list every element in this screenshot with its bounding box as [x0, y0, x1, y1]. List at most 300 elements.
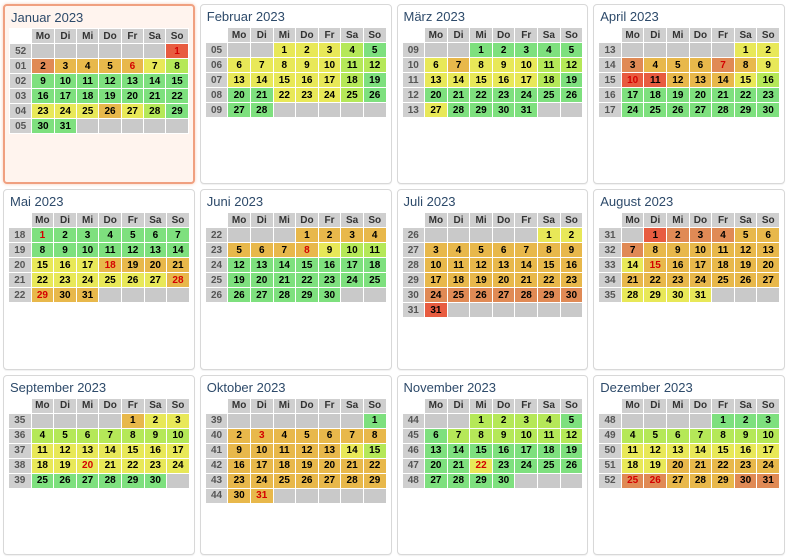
day-cell[interactable]: 26: [228, 288, 251, 303]
day-cell[interactable]: 5: [560, 413, 583, 428]
day-cell[interactable]: 8: [734, 58, 757, 73]
day-cell[interactable]: 28: [447, 473, 470, 488]
day-cell[interactable]: 3: [54, 59, 76, 74]
day-cell[interactable]: 10: [515, 58, 538, 73]
day-cell[interactable]: 18: [538, 73, 561, 88]
day-cell[interactable]: 10: [341, 243, 364, 258]
day-cell[interactable]: 15: [470, 73, 493, 88]
day-cell[interactable]: 16: [144, 443, 167, 458]
day-cell[interactable]: 12: [121, 243, 144, 258]
day-cell[interactable]: 12: [99, 74, 121, 89]
day-cell[interactable]: 24: [54, 104, 76, 119]
day-cell[interactable]: 28: [689, 473, 712, 488]
day-cell[interactable]: 8: [121, 428, 144, 443]
day-cell[interactable]: 21: [341, 458, 364, 473]
day-cell[interactable]: 15: [734, 73, 757, 88]
day-cell[interactable]: 20: [250, 273, 273, 288]
day-cell[interactable]: 26: [560, 88, 583, 103]
day-cell[interactable]: 19: [54, 458, 77, 473]
day-cell[interactable]: 25: [77, 104, 99, 119]
day-cell[interactable]: 18: [341, 73, 364, 88]
day-cell[interactable]: 29: [363, 473, 386, 488]
day-cell[interactable]: 26: [99, 104, 121, 119]
day-cell[interactable]: 23: [757, 88, 780, 103]
day-cell[interactable]: 17: [250, 458, 273, 473]
day-cell[interactable]: 25: [341, 88, 364, 103]
day-cell[interactable]: 6: [76, 428, 99, 443]
day-cell[interactable]: 6: [425, 428, 448, 443]
day-cell[interactable]: 27: [121, 104, 143, 119]
day-cell[interactable]: 30: [32, 119, 54, 134]
day-cell[interactable]: 3: [425, 243, 448, 258]
day-cell[interactable]: 13: [144, 243, 167, 258]
day-cell[interactable]: 17: [757, 443, 780, 458]
day-cell[interactable]: 25: [31, 473, 54, 488]
day-cell[interactable]: 25: [621, 473, 644, 488]
day-cell[interactable]: 5: [99, 59, 121, 74]
day-cell[interactable]: 4: [273, 428, 296, 443]
day-cell[interactable]: 20: [425, 458, 448, 473]
day-cell[interactable]: 12: [560, 58, 583, 73]
day-cell[interactable]: 9: [734, 428, 757, 443]
day-cell[interactable]: 31: [54, 119, 76, 134]
day-cell[interactable]: 10: [515, 428, 538, 443]
day-cell[interactable]: 20: [757, 258, 780, 273]
day-cell[interactable]: 21: [447, 458, 470, 473]
day-cell[interactable]: 1: [644, 228, 667, 243]
day-cell[interactable]: 23: [228, 473, 251, 488]
day-cell[interactable]: 18: [712, 258, 735, 273]
day-cell[interactable]: 21: [447, 88, 470, 103]
day-cell[interactable]: 4: [341, 43, 364, 58]
day-cell[interactable]: 4: [363, 228, 386, 243]
day-cell[interactable]: 23: [318, 273, 341, 288]
day-cell[interactable]: 24: [76, 273, 99, 288]
day-cell[interactable]: 11: [538, 58, 561, 73]
day-cell[interactable]: 16: [757, 73, 780, 88]
day-cell[interactable]: 14: [144, 74, 166, 89]
day-cell[interactable]: 19: [734, 258, 757, 273]
day-cell[interactable]: 4: [538, 43, 561, 58]
day-cell[interactable]: 26: [121, 273, 144, 288]
day-cell[interactable]: 14: [167, 243, 190, 258]
day-cell[interactable]: 7: [167, 228, 190, 243]
day-cell[interactable]: 30: [560, 288, 583, 303]
month-card[interactable]: [593, 4, 785, 184]
day-cell[interactable]: 18: [77, 89, 99, 104]
day-cell[interactable]: 12: [734, 243, 757, 258]
day-cell[interactable]: 1: [712, 413, 735, 428]
day-cell[interactable]: 20: [228, 88, 251, 103]
day-cell[interactable]: 16: [296, 73, 319, 88]
day-cell[interactable]: 26: [560, 458, 583, 473]
day-cell[interactable]: 20: [425, 88, 448, 103]
day-cell[interactable]: 16: [560, 258, 583, 273]
day-cell[interactable]: 26: [644, 473, 667, 488]
day-cell[interactable]: 21: [515, 273, 538, 288]
day-cell[interactable]: 13: [689, 73, 712, 88]
day-cell[interactable]: 10: [167, 428, 190, 443]
day-cell[interactable]: 8: [470, 428, 493, 443]
day-cell[interactable]: 11: [273, 443, 296, 458]
day-cell[interactable]: 18: [31, 458, 54, 473]
day-cell[interactable]: 6: [425, 58, 448, 73]
day-cell[interactable]: 27: [425, 473, 448, 488]
day-cell[interactable]: 11: [341, 58, 364, 73]
day-cell[interactable]: 10: [621, 73, 644, 88]
day-cell[interactable]: 18: [99, 258, 122, 273]
day-cell[interactable]: 16: [667, 258, 690, 273]
day-cell[interactable]: 30: [492, 473, 515, 488]
day-cell[interactable]: 11: [77, 74, 99, 89]
day-cell[interactable]: 6: [689, 58, 712, 73]
day-cell[interactable]: 15: [166, 74, 188, 89]
day-cell[interactable]: 16: [492, 73, 515, 88]
day-cell[interactable]: 9: [757, 58, 780, 73]
day-cell[interactable]: 29: [166, 104, 188, 119]
day-cell[interactable]: 5: [296, 428, 319, 443]
day-cell[interactable]: 17: [341, 258, 364, 273]
day-cell[interactable]: 7: [712, 58, 735, 73]
day-cell[interactable]: 19: [296, 458, 319, 473]
day-cell[interactable]: 20: [667, 458, 690, 473]
day-cell[interactable]: 2: [318, 228, 341, 243]
day-cell[interactable]: 7: [99, 428, 122, 443]
day-cell[interactable]: 15: [363, 443, 386, 458]
day-cell[interactable]: 22: [363, 458, 386, 473]
day-cell[interactable]: 17: [515, 443, 538, 458]
day-cell[interactable]: 6: [228, 58, 251, 73]
month-card[interactable]: [200, 189, 392, 369]
day-cell[interactable]: 6: [144, 228, 167, 243]
day-cell[interactable]: 18: [621, 458, 644, 473]
day-cell[interactable]: 30: [492, 103, 515, 118]
day-cell[interactable]: 13: [492, 258, 515, 273]
day-cell[interactable]: 13: [667, 443, 690, 458]
day-cell[interactable]: 22: [273, 88, 296, 103]
day-cell[interactable]: 9: [492, 428, 515, 443]
day-cell[interactable]: 7: [144, 59, 166, 74]
day-cell[interactable]: 24: [318, 88, 341, 103]
day-cell[interactable]: 8: [470, 58, 493, 73]
day-cell[interactable]: 25: [538, 88, 561, 103]
day-cell[interactable]: 14: [341, 443, 364, 458]
day-cell[interactable]: 27: [689, 103, 712, 118]
day-cell[interactable]: 11: [99, 243, 122, 258]
day-cell[interactable]: 19: [363, 73, 386, 88]
day-cell[interactable]: 13: [228, 73, 251, 88]
day-cell[interactable]: 1: [734, 43, 757, 58]
day-cell[interactable]: 15: [273, 73, 296, 88]
day-cell[interactable]: 11: [447, 258, 470, 273]
day-cell[interactable]: 30: [757, 103, 780, 118]
day-cell[interactable]: 4: [99, 228, 122, 243]
day-cell[interactable]: 2: [734, 413, 757, 428]
day-cell[interactable]: 24: [757, 458, 780, 473]
day-cell[interactable]: 8: [712, 428, 735, 443]
day-cell[interactable]: 6: [492, 243, 515, 258]
day-cell[interactable]: 22: [296, 273, 319, 288]
day-cell[interactable]: 29: [644, 288, 667, 303]
day-cell[interactable]: 17: [621, 88, 644, 103]
day-cell[interactable]: 8: [644, 243, 667, 258]
day-cell[interactable]: 24: [341, 273, 364, 288]
day-cell[interactable]: 10: [689, 243, 712, 258]
day-cell[interactable]: 9: [667, 243, 690, 258]
day-cell[interactable]: 8: [363, 428, 386, 443]
day-cell[interactable]: 22: [166, 89, 188, 104]
day-cell[interactable]: 27: [228, 103, 251, 118]
day-cell[interactable]: 13: [250, 258, 273, 273]
day-cell[interactable]: 4: [447, 243, 470, 258]
day-cell[interactable]: 24: [621, 103, 644, 118]
day-cell[interactable]: 21: [273, 273, 296, 288]
day-cell[interactable]: 9: [560, 243, 583, 258]
month-card[interactable]: [200, 4, 392, 184]
day-cell[interactable]: 28: [99, 473, 122, 488]
day-cell[interactable]: 5: [734, 228, 757, 243]
day-cell[interactable]: 21: [250, 88, 273, 103]
day-cell[interactable]: 9: [492, 58, 515, 73]
day-cell[interactable]: 24: [425, 288, 448, 303]
day-cell[interactable]: 8: [166, 59, 188, 74]
day-cell[interactable]: 28: [712, 103, 735, 118]
day-cell[interactable]: 21: [167, 258, 190, 273]
day-cell[interactable]: 29: [121, 473, 144, 488]
day-cell[interactable]: 1: [296, 228, 319, 243]
day-cell[interactable]: 30: [734, 473, 757, 488]
day-cell[interactable]: 13: [76, 443, 99, 458]
day-cell[interactable]: 19: [560, 443, 583, 458]
day-cell[interactable]: 9: [228, 443, 251, 458]
day-cell[interactable]: 5: [228, 243, 251, 258]
day-cell[interactable]: 27: [492, 288, 515, 303]
day-cell[interactable]: 28: [515, 288, 538, 303]
day-cell[interactable]: 27: [250, 288, 273, 303]
day-cell[interactable]: 25: [273, 473, 296, 488]
day-cell[interactable]: 8: [273, 58, 296, 73]
day-cell[interactable]: 6: [667, 428, 690, 443]
day-cell[interactable]: 2: [492, 413, 515, 428]
day-cell[interactable]: 19: [560, 73, 583, 88]
day-cell[interactable]: 22: [470, 458, 493, 473]
day-cell[interactable]: 2: [757, 43, 780, 58]
day-cell[interactable]: 16: [492, 443, 515, 458]
day-cell[interactable]: 19: [121, 258, 144, 273]
day-cell[interactable]: 19: [99, 89, 121, 104]
day-cell[interactable]: 28: [341, 473, 364, 488]
day-cell[interactable]: 26: [54, 473, 77, 488]
day-cell[interactable]: 18: [538, 443, 561, 458]
day-cell[interactable]: 13: [318, 443, 341, 458]
day-cell[interactable]: 19: [667, 88, 690, 103]
day-cell[interactable]: 7: [515, 243, 538, 258]
day-cell[interactable]: 1: [470, 43, 493, 58]
day-cell[interactable]: 19: [470, 273, 493, 288]
day-cell[interactable]: 27: [757, 273, 780, 288]
day-cell[interactable]: 14: [447, 443, 470, 458]
day-cell[interactable]: 22: [470, 88, 493, 103]
day-cell[interactable]: 1: [363, 413, 386, 428]
day-cell[interactable]: 13: [121, 74, 143, 89]
day-cell[interactable]: 2: [492, 43, 515, 58]
day-cell[interactable]: 8: [31, 243, 54, 258]
day-cell[interactable]: 14: [515, 258, 538, 273]
day-cell[interactable]: 23: [667, 273, 690, 288]
day-cell[interactable]: 27: [425, 103, 448, 118]
day-cell[interactable]: 20: [318, 458, 341, 473]
day-cell[interactable]: 16: [318, 258, 341, 273]
day-cell[interactable]: 11: [363, 243, 386, 258]
day-cell[interactable]: 12: [470, 258, 493, 273]
month-card[interactable]: [3, 4, 195, 184]
day-cell[interactable]: 19: [644, 458, 667, 473]
day-cell[interactable]: 9: [32, 74, 54, 89]
day-cell[interactable]: 10: [54, 74, 76, 89]
day-cell[interactable]: 12: [228, 258, 251, 273]
day-cell[interactable]: 13: [425, 443, 448, 458]
day-cell[interactable]: 9: [144, 428, 167, 443]
day-cell[interactable]: 31: [250, 488, 273, 503]
day-cell[interactable]: 11: [644, 73, 667, 88]
day-cell[interactable]: 29: [470, 473, 493, 488]
day-cell[interactable]: 17: [425, 273, 448, 288]
month-card[interactable]: [593, 375, 785, 555]
day-cell[interactable]: 31: [76, 288, 99, 303]
day-cell[interactable]: 17: [167, 443, 190, 458]
day-cell[interactable]: 29: [31, 288, 54, 303]
day-cell[interactable]: 17: [54, 89, 76, 104]
day-cell[interactable]: 16: [54, 258, 77, 273]
day-cell[interactable]: 25: [99, 273, 122, 288]
day-cell[interactable]: 18: [273, 458, 296, 473]
day-cell[interactable]: 24: [689, 273, 712, 288]
day-cell[interactable]: 20: [144, 258, 167, 273]
day-cell[interactable]: 16: [228, 458, 251, 473]
day-cell[interactable]: 5: [363, 43, 386, 58]
day-cell[interactable]: 3: [621, 58, 644, 73]
day-cell[interactable]: 9: [296, 58, 319, 73]
day-cell[interactable]: 23: [734, 458, 757, 473]
day-cell[interactable]: 7: [341, 428, 364, 443]
day-cell[interactable]: 12: [363, 58, 386, 73]
day-cell[interactable]: 5: [470, 243, 493, 258]
day-cell[interactable]: 10: [425, 258, 448, 273]
day-cell[interactable]: 13: [757, 243, 780, 258]
day-cell[interactable]: 17: [76, 258, 99, 273]
day-cell[interactable]: 22: [538, 273, 561, 288]
day-cell[interactable]: 3: [515, 43, 538, 58]
day-cell[interactable]: 24: [167, 458, 190, 473]
day-cell[interactable]: 16: [32, 89, 54, 104]
day-cell[interactable]: 17: [689, 258, 712, 273]
day-cell[interactable]: 25: [363, 273, 386, 288]
day-cell[interactable]: 21: [99, 458, 122, 473]
day-cell[interactable]: 4: [644, 58, 667, 73]
day-cell[interactable]: 21: [712, 88, 735, 103]
day-cell[interactable]: 8: [296, 243, 319, 258]
day-cell[interactable]: 29: [470, 103, 493, 118]
month-card[interactable]: [3, 189, 195, 369]
day-cell[interactable]: 28: [273, 288, 296, 303]
day-cell[interactable]: 28: [250, 103, 273, 118]
day-cell[interactable]: 25: [644, 103, 667, 118]
day-cell[interactable]: 8: [538, 243, 561, 258]
day-cell[interactable]: 4: [538, 413, 561, 428]
day-cell[interactable]: 10: [250, 443, 273, 458]
day-cell[interactable]: 2: [144, 413, 167, 428]
day-cell[interactable]: 15: [296, 258, 319, 273]
day-cell[interactable]: 18: [447, 273, 470, 288]
day-cell[interactable]: 7: [447, 428, 470, 443]
day-cell[interactable]: 2: [54, 228, 77, 243]
day-cell[interactable]: 31: [757, 473, 780, 488]
day-cell[interactable]: 11: [31, 443, 54, 458]
day-cell[interactable]: 18: [644, 88, 667, 103]
day-cell[interactable]: 4: [77, 59, 99, 74]
day-cell[interactable]: 20: [76, 458, 99, 473]
day-cell[interactable]: 23: [54, 273, 77, 288]
day-cell[interactable]: 31: [425, 303, 448, 318]
day-cell[interactable]: 1: [538, 228, 561, 243]
day-cell[interactable]: 14: [447, 73, 470, 88]
month-card[interactable]: [200, 375, 392, 555]
day-cell[interactable]: 30: [54, 288, 77, 303]
day-cell[interactable]: 2: [560, 228, 583, 243]
day-cell[interactable]: 28: [144, 104, 166, 119]
day-cell[interactable]: 20: [121, 89, 143, 104]
day-cell[interactable]: 11: [538, 428, 561, 443]
day-cell[interactable]: 25: [712, 273, 735, 288]
day-cell[interactable]: 14: [273, 258, 296, 273]
day-cell[interactable]: 20: [689, 88, 712, 103]
day-cell[interactable]: 22: [644, 273, 667, 288]
day-cell[interactable]: 1: [273, 43, 296, 58]
day-cell[interactable]: 10: [318, 58, 341, 73]
day-cell[interactable]: 18: [363, 258, 386, 273]
day-cell[interactable]: 29: [538, 288, 561, 303]
day-cell[interactable]: 29: [296, 288, 319, 303]
day-cell[interactable]: 13: [425, 73, 448, 88]
month-card[interactable]: [397, 375, 589, 555]
day-cell[interactable]: 23: [560, 273, 583, 288]
day-cell[interactable]: 31: [689, 288, 712, 303]
day-cell[interactable]: 7: [273, 243, 296, 258]
day-cell[interactable]: 2: [667, 228, 690, 243]
day-cell[interactable]: 14: [689, 443, 712, 458]
day-cell[interactable]: 3: [341, 228, 364, 243]
day-cell[interactable]: 5: [560, 43, 583, 58]
day-cell[interactable]: 31: [515, 103, 538, 118]
day-cell[interactable]: 30: [318, 288, 341, 303]
day-cell[interactable]: 14: [621, 258, 644, 273]
day-cell[interactable]: 27: [76, 473, 99, 488]
day-cell[interactable]: 23: [32, 104, 54, 119]
day-cell[interactable]: 15: [470, 443, 493, 458]
day-cell[interactable]: 1: [31, 228, 54, 243]
day-cell[interactable]: 10: [76, 243, 99, 258]
day-cell[interactable]: 12: [54, 443, 77, 458]
day-cell[interactable]: 11: [621, 443, 644, 458]
day-cell[interactable]: 7: [250, 58, 273, 73]
day-cell[interactable]: 17: [515, 73, 538, 88]
month-card[interactable]: [3, 375, 195, 555]
day-cell[interactable]: 26: [734, 273, 757, 288]
day-cell[interactable]: 27: [667, 473, 690, 488]
day-cell[interactable]: 15: [712, 443, 735, 458]
day-cell[interactable]: 4: [621, 428, 644, 443]
day-cell[interactable]: 24: [515, 88, 538, 103]
